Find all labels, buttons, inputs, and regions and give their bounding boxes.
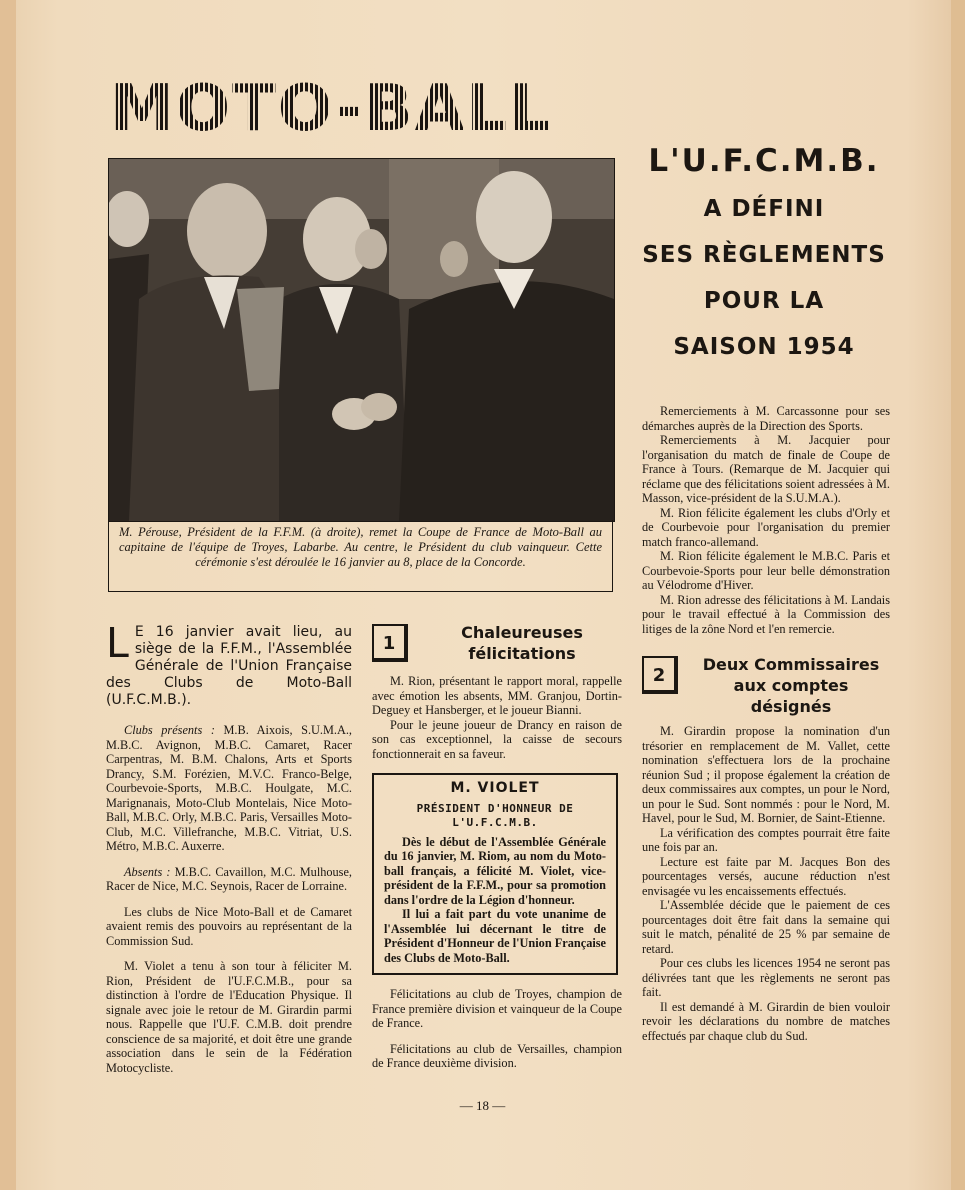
box-subtitle: PRÉSIDENT D'HONNEUR DE L'U.F.C.M.B. [416, 801, 574, 829]
lead-text: E 16 janvier avait lieu, au siège de la F.F.M., l'Assemblée Générale de l'Union Française des Clubs de Moto-Ball (U.F.C.M.B.). [106, 624, 352, 708]
column-3 [642, 404, 890, 1043]
masthead-title: MOTO-BALL [110, 78, 620, 140]
page-edge-right [951, 0, 965, 1190]
column-2 [372, 622, 622, 1071]
section-title [692, 654, 890, 717]
section-title-line: désignés [750, 697, 832, 716]
paragraph: Les clubs de Nice Moto-Ball et de Camaret avaient remis des pouvoirs au représentant de la Commission Sud. [106, 904, 352, 948]
section-title-line: Deux Commissaires [702, 655, 880, 674]
paragraph: Pour le jeune joueur de Drancy en raison de son cas exceptionnel, la caisse de secours fonctionnerait en sa faveur. [372, 717, 622, 761]
paragraph: L'Assemblée décide que le paiement de ces pourcentages doit être fait dans la semaine qui suit le match, pénalité de 25 % par semaine de retard. [642, 898, 890, 956]
headline-line-5: SAISON 1954 [673, 334, 855, 360]
section-title [422, 622, 622, 664]
column-1 [106, 619, 353, 1075]
absents-label: Absents : [124, 864, 171, 879]
section-2-header [642, 654, 890, 716]
lead-paragraph [106, 619, 352, 709]
drop-cap: L [106, 619, 129, 667]
violet-box [372, 773, 618, 975]
photo-caption: M. Pérouse, Président de la F.F.M. (à droite), remet la Coupe de France de Moto-Ball au capitaine de l'équipe de Troyes, Labarbe. Au centre, le Président du club vainqueur. Cette cérémonie s'est déroulée le 16 janvier au 8, place de la Concorde. [108, 520, 613, 592]
paragraph: M. Girardin propose la nomination d'un trésorier en remplacement de M. Vallet, cette nomination s'effectuera lors de la prochaine réunion Sud ; il propose également la création de deux commissaires aux comptes, un pour le Nord, un pour le Sud. Sont nommés : pour le Nord, M. Havel, pour le Sud, M. Bornier, de Saint-Etienne. [642, 724, 890, 825]
photo-handshake [108, 158, 615, 522]
paragraph: La vérification des comptes pourrait être faite une fois par an. [642, 825, 890, 854]
paragraph: M. Rion félicite également les clubs d'Orly et de Courbevoie pour l'organisation du premier match franco-allemand. [642, 505, 890, 549]
clubs-present-label: Clubs présents : [124, 723, 215, 737]
paragraph: Remerciements à M. Jacquier pour l'organisation du match de finale de Coupe de France à Tours. (Remarque de M. Jacquier qui réclame que des félicitations soient adressées à M. Masson, vice-président de la S.U.M.A.). [642, 433, 890, 505]
paragraph: M. Rion adresse des félicitations à M. Landais pour le travail effectué à la Commission des litiges de la zône Nord et l'en remercie. [642, 592, 890, 636]
paragraph: M. Rion, présentant le rapport moral, rappelle avec émotion les absents, MM. Granjou, Dortin-Deguey et Hansberger, et le joueur Bianni. [372, 674, 622, 717]
paragraph: Félicitations au club de Versailles, champion de France deuxième division. [372, 1041, 622, 1070]
headline-line-3: SES RÈGLEMENTS [642, 242, 886, 268]
box-paragraph: Dès le début de l'Assemblée Générale du 16 janvier, M. Riom, au nom du Moto-ball français, a félicité M. Violet, vice-président de la F.F.M., pour sa promotion dans l'ordre de la Légion d'honneur. [384, 834, 606, 907]
article-headline [625, 140, 903, 370]
paragraph: Lecture est faite par M. Jacques Bon des pourcentages versés, aucune réduction n'est envisagée vu les encaissements effectués. [642, 854, 890, 898]
paragraph: M. Violet a tenu à son tour à féliciter M. Rion, Président de l'U.F.C.M.B., pour sa distinction à l'ordre de l'Education Physique. Il signale avec joie le retour de M. Girardin parmi nous. Rappelle que l'U.F. C.M.B. doit prendre conscience de sa majorité, et doit être une grande association dans le sein de la Fédération Motocycliste. [106, 959, 352, 1075]
section-title-line: félicitations [468, 644, 576, 663]
paragraph: Pour ces clubs les licences 1954 ne seront pas délivrées tant que les règlements ne seront pas fait. [642, 956, 890, 999]
headline-line-1: L'U.F.C.M.B. [648, 143, 880, 179]
box-paragraph: Il lui a fait part du vote unanime de l'Assemblée lui décernant le titre de Président d'Honneur de l'Union Française des Clubs de Moto-Ball. [384, 907, 606, 965]
box-title: M. VIOLET [450, 780, 540, 796]
clubs-present-list: M.B. Aixois, S.U.M.A., M.B.C. Avignon, M.B.C. Camaret, Racer Carpentras, M. B.M. Chalons, Arts et Sports Drancy, S.M. Forézien, M.V.C. Franco-Belge, Courbevoie-Sports, M.B.C. Houlgate, M.C. Marignanais, Moto-Club Montelais, Nice Moto-Ball, M.B.C. Orly, M.B.C. Paris, Versailles Moto-Club, M.C. Villefranche, M.B.C. Vitriat, U.S. Métro, M.B.C. Auxerre. [106, 723, 353, 853]
section-number-box: 1 [372, 624, 408, 662]
clubs-present-paragraph [106, 723, 352, 854]
headline-line-2: A DÉFINI [703, 196, 825, 222]
absents-list: M.B.C. Cavaillon, M.C. Mulhouse, Racer de Nice, M.C. Seynois, Racer de Lorraine. [106, 864, 353, 893]
section-title-line: Chaleureuses [461, 623, 583, 642]
headline-line-4: POUR LA [703, 288, 825, 314]
paragraph: M. Rion félicite également le M.B.C. Paris et Courbevoie-Sports pour leur belle démonstration au Vélodrome d'Hiver. [642, 549, 890, 592]
section-number-box: 2 [642, 656, 678, 694]
paragraph: Il est demandé à M. Girardin de bien vouloir revoir les déclarations du nombre de matches effectués par chaque club du Sud. [642, 999, 890, 1043]
photo-illustration [109, 159, 614, 521]
section-title-line: aux comptes [733, 676, 849, 695]
page-number: — 18 — [459, 1098, 506, 1113]
paragraph: Félicitations au club de Troyes, champion de France première division et vainqueur de la Coupe de France. [372, 987, 622, 1030]
absents-paragraph [106, 865, 352, 894]
section-1-header [372, 622, 622, 666]
paragraph: Remerciements à M. Carcassonne pour ses démarches auprès de la Direction des Sports. [642, 404, 890, 433]
page-edge-left [0, 0, 16, 1190]
